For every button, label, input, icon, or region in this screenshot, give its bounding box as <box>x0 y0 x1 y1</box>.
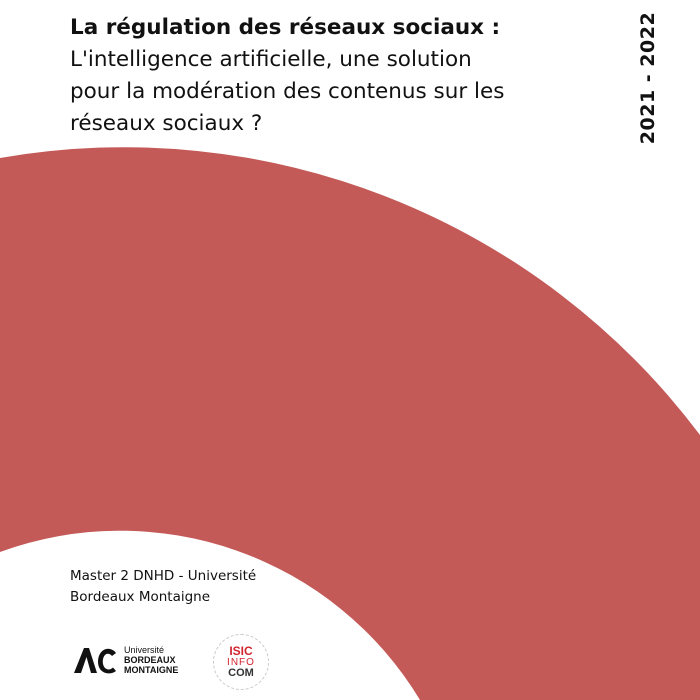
isic-line-3: COM <box>228 666 254 679</box>
academic-year: 2021 - 2022 <box>637 11 659 145</box>
title-block <box>70 12 540 140</box>
ubm-line-2: BORDEAUX <box>124 655 176 665</box>
red-arc-path <box>0 147 700 700</box>
master-info <box>70 566 290 608</box>
subtitle-line-2: pour la modération des contenus sur les <box>70 79 505 104</box>
subtitle-line-1: L'intelligence artificielle, une solution <box>70 47 472 72</box>
isic-infocom-logo <box>213 634 269 690</box>
isic-line-1: ISIC <box>229 643 253 658</box>
main-title: La régulation des réseaux sociaux : <box>70 15 501 40</box>
ubm-wordmark <box>124 645 178 675</box>
master-line-2: Bordeaux Montaigne <box>70 589 211 605</box>
master-line-1: Master 2 DNHD - Université <box>70 568 257 584</box>
subtitle-line-3: réseaux sociaux ? <box>70 111 263 136</box>
isic-line-2: INFO <box>227 656 255 668</box>
ubm-monogram-icon <box>72 645 118 675</box>
ubm-line-1: Université <box>124 645 165 655</box>
university-bordeaux-montaigne-logo <box>72 643 178 677</box>
ubm-line-3: MONTAIGNE <box>124 665 179 675</box>
